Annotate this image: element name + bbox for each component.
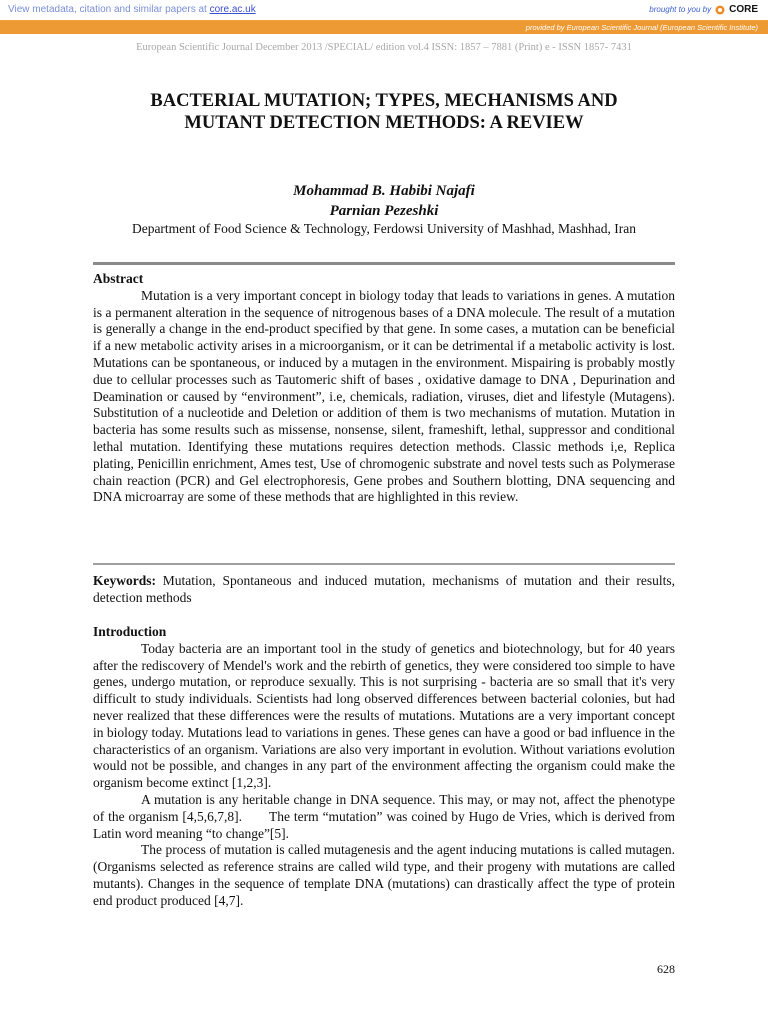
paper-title — [80, 90, 688, 134]
provided-by-text: provided by European Scientific Journal (European Scientific Institute) — [525, 23, 758, 32]
core-brand: CORE — [729, 4, 758, 15]
introduction-section — [93, 624, 679, 910]
core-link[interactable]: core.ac.uk — [209, 4, 256, 15]
introduction-heading: Introduction — [93, 624, 167, 639]
core-banner — [0, 0, 768, 21]
author-2: Parnian Pezeshki — [329, 203, 439, 219]
core-metadata-link-row[interactable] — [8, 4, 256, 15]
intro-paragraph: The process of mutation is called mutagenesis and the agent inducing mutations is called mutagen. (Organisms selected as reference strains are called wild type, and their progeny with mutations are called mutants). Changes in the sequence of template DNA (mutations) can drastically affect the type of protein end product produced [4,7]. — [93, 842, 675, 908]
divider-top — [93, 262, 675, 265]
core-metadata-text[interactable]: View metadata, citation and similar papers at — [8, 4, 207, 15]
intro-paragraph: Today bacteria are an important tool in the study of genetics and biotechnology, but for 40 years after the rediscovery of Mendel's work and the rebirth of genetics, they were considered too simple to have genes, undergo mutation, or reproduce sexually. This is not surprising - bacteria are so small that it's very difficult to study individuals. Scientists had long observed differences between bacterial colonies, but had never realized that these differences were the results of mutations. Mutations are a very important concept in biology today. Mutations lead to variations in genes. These genes can have a good or bad influence in the characteristics of an organism. Variations are also very important in evolution. Without variations evolution would not be possible, and changes in any part of the environment affecting the organism could make the organism become extinct [1,2,3]. — [93, 640, 675, 791]
journal-header: European Scientific Journal December 2013 /SPECIAL/ edition vol.4 ISSN: 1857 – 7881 (Print) e - ISSN 1857- 7431 — [136, 42, 632, 53]
abstract-text: Mutation is a very important concept in biology today that leads to variations in genes. A mutation is a permanent alteration in the sequence of nitrogenous bases of a DNA molecule. The result of a mutation is generally a change in the end-product specified by that gene. In some cases, a mutation can be beneficial if a new metabolic activity arises in a microorganism, or it can be detrimental if a metabolic activity is lost. Mutations can be spontaneous, or induced by a mutagen in the environment. Mispairing is probably mostly due to cellular processes such as Tautomeric shift of bases , oxidative damage to DNA , Depurination and Deamination or caused by “environment”, i.e, chemicals, radiation, viruses, diet and lifestyle (Mutagens). Substitution of a nucleotide and Deletion or addition of them is two mechanisms of mutation. Mutation in bacteria has some results such as missense, nonsense, silent, frameshift, lethal, suppressor and conditional lethal mutation. Identifying these mutations requires detection methods. Classic methods i,e, Replica plating, Penicillin enrichment, Ames test, Use of chromogenic substrate and novel tests such as Polymerase chain reaction (PCR) and Gel electrophoresis, Gene probes and Southern blotting, DNA sequencing and DNA microarray are some of these methods that are highlighted in this review. — [93, 287, 675, 505]
brought-to-you-text: brought to you by — [649, 5, 712, 14]
affiliation: Department of Food Science & Technology, Ferdowsi University of Mashhad, Mashhad, Iran — [131, 221, 637, 236]
page-number: 628 — [657, 962, 675, 976]
keywords-text: Mutation, Spontaneous and induced mutation, mechanisms of mutation and their results, detection methods — [93, 573, 676, 605]
core-logo-icon — [715, 5, 725, 15]
intro-paragraph: A mutation is any heritable change in DNA sequence. This may, or may not, affect the phenotype of the organism [4,5,6,7,8]. The term “mutation” was coined by Hugo de Vries, which is derived from Latin word meaning “to change”[5]. — [93, 791, 679, 841]
divider-middle — [93, 563, 675, 565]
abstract-section — [93, 271, 675, 506]
core-branding[interactable] — [649, 4, 758, 15]
author-1: Mohammad B. Habibi Najafi — [293, 183, 475, 199]
keywords-section — [93, 573, 675, 607]
keywords-label: Keywords: — [93, 573, 156, 588]
title-line-1: BACTERIAL MUTATION; TYPES, MECHANISMS AND — [150, 91, 618, 111]
abstract-heading: Abstract — [93, 271, 144, 286]
provided-by-bar — [0, 21, 768, 34]
title-line-2: MUTANT DETECTION METHODS: A REVIEW — [184, 113, 584, 133]
